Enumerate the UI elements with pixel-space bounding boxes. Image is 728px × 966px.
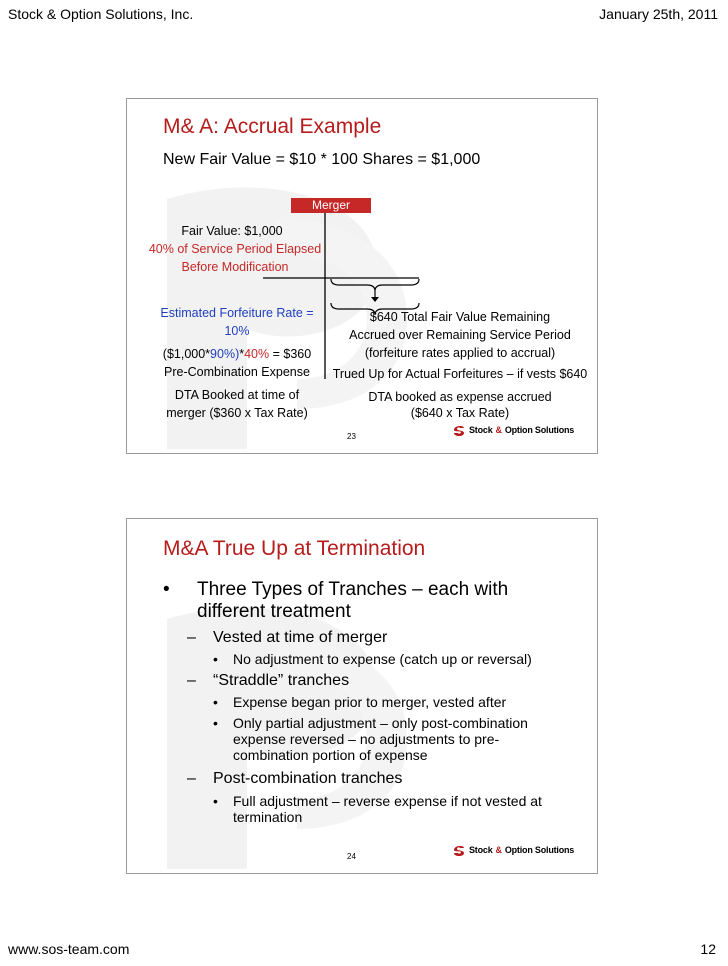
sub-post-combination: Post-combination tranches	[213, 770, 403, 787]
bullet-symbol: •	[213, 651, 218, 667]
dta-booked-line1: DTA Booked at time of	[174, 388, 300, 402]
dash-symbol: –	[187, 770, 196, 787]
calc-open: ($1,000*	[162, 347, 211, 361]
remaining-value-line2: Accrued over Remaining Service Period	[349, 328, 571, 342]
header-company: Stock & Option Solutions, Inc.	[8, 6, 194, 22]
remaining-value-line3: (forfeiture rates applied to accrual)	[364, 346, 556, 360]
vested-detail: No adjustment to expense (catch up or reversal)	[233, 651, 532, 667]
straddle-detail-2-line3: combination portion of expense	[233, 747, 428, 763]
post-detail-line2: termination	[233, 809, 303, 825]
logo-text-solutions: Option Solutions	[504, 425, 575, 435]
footer-page-number: 12	[700, 941, 716, 957]
slide-accrual-example	[126, 98, 598, 454]
calc-result: = $360	[269, 347, 312, 361]
bullet-symbol: •	[213, 694, 218, 710]
company-logo	[452, 423, 574, 437]
logo-text-solutions: Option Solutions	[504, 845, 575, 855]
main-bullet-line2: different treatment	[197, 601, 351, 622]
logo-text-amp: &	[495, 845, 502, 855]
logo-text-stock: Stock	[469, 845, 493, 855]
bullet-symbol: •	[213, 793, 218, 809]
slide-page-number: 23	[347, 432, 356, 441]
slide-title: M& A: Accrual Example	[163, 115, 382, 138]
post-detail-line1: Full adjustment – reverse expense if not vested at	[233, 793, 542, 809]
merger-label: Merger	[291, 198, 371, 213]
logo-text-amp: &	[495, 425, 502, 435]
logo-text-stock: Stock	[469, 425, 493, 435]
straddle-detail-1: Expense began prior to merger, vested after	[233, 694, 507, 710]
company-logo	[452, 843, 574, 857]
dta-expense-line2: ($640 x Tax Rate)	[410, 406, 510, 420]
calc-star: *	[239, 347, 245, 361]
sos-logo-icon	[452, 843, 466, 857]
calc-40pct: 40%	[244, 347, 270, 361]
sub-straddle: “Straddle” tranches	[213, 672, 350, 689]
service-period-line1: 40% of Service Period Elapsed	[148, 242, 322, 256]
fair-value-text: Fair Value: $1,000	[181, 224, 283, 238]
bullet-symbol: •	[213, 715, 218, 731]
slide-title: M&A True Up at Termination	[163, 537, 426, 560]
header-date: January 25th, 2011	[599, 6, 718, 22]
straddle-detail-2-line2: expense reversed – no adjustments to pre-	[233, 731, 500, 747]
remaining-value-line1: $640 Total Fair Value Remaining	[369, 310, 551, 324]
trued-up-text: Trued Up for Actual Forfeitures – if vests $640	[332, 367, 588, 381]
sub-vested: Vested at time of merger	[213, 629, 388, 646]
slide-page-number: 24	[347, 852, 356, 861]
pre-combination-label: Pre-Combination Expense	[164, 365, 310, 379]
dta-booked-line2: merger ($360 x Tax Rate)	[166, 406, 308, 420]
pre-combination-calc	[147, 345, 327, 363]
forfeiture-rate-line1: Estimated Forfeiture Rate =	[160, 306, 314, 320]
dash-symbol: –	[187, 672, 196, 689]
sos-logo-icon	[452, 423, 466, 437]
service-period-line2: Before Modification	[181, 260, 289, 274]
slide-true-up-termination	[126, 518, 598, 874]
dash-symbol: –	[187, 629, 196, 646]
dta-expense-line1: DTA booked as expense accrued	[368, 390, 552, 404]
straddle-detail-2-line1: Only partial adjustment – only post-combination	[233, 715, 528, 731]
forfeiture-rate-line2: 10%	[224, 324, 250, 338]
slide-subtitle: New Fair Value = $10 * 100 Shares = $1,000	[163, 151, 481, 168]
calc-90pct: 90%)	[210, 347, 240, 361]
bullet-symbol: •	[163, 579, 170, 600]
main-bullet-line1: Three Types of Tranches – each with	[197, 579, 509, 600]
footer-website[interactable]: www.sos-team.com	[8, 941, 130, 957]
